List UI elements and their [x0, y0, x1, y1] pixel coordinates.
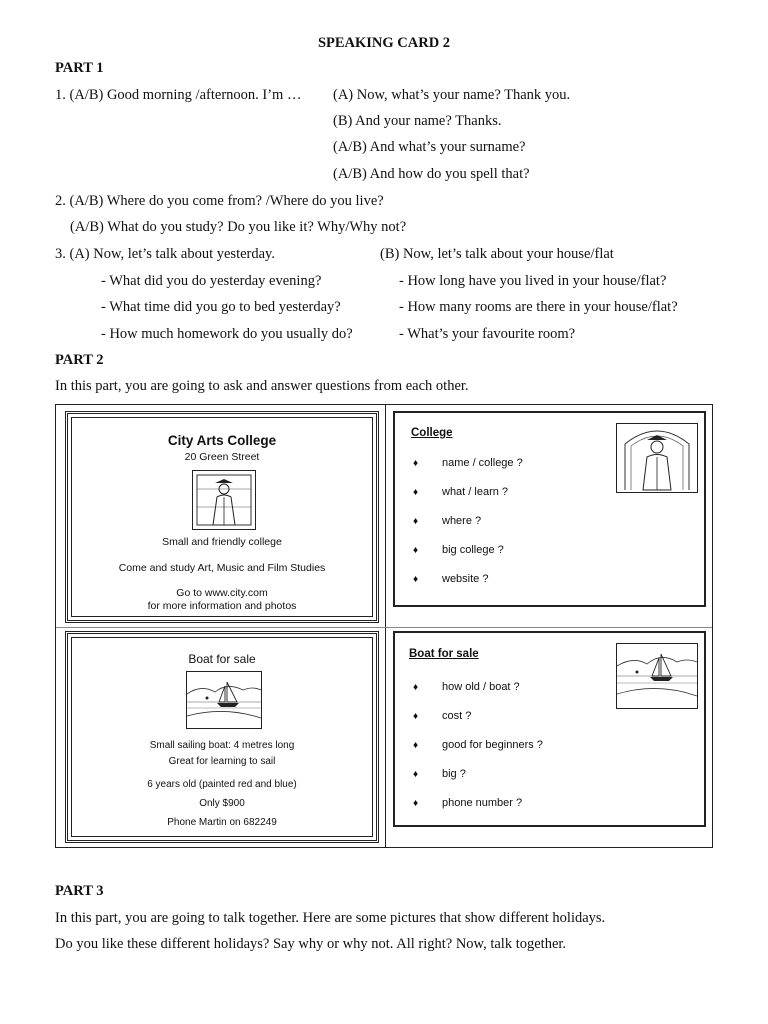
bullet-icon: ♦ [413, 545, 419, 556]
college-ad-line: for more information and photos [147, 600, 297, 612]
part3-line: In this part, you are going to talk together. Here are some pictures that show different holidays. [55, 910, 606, 926]
bullet-icon: ♦ [413, 458, 419, 469]
boat-question: cost ? [442, 710, 472, 722]
bullet-icon: ♦ [413, 711, 419, 722]
q1-right-line: (A) Now, what’s your name? Thank you. [333, 87, 571, 103]
part3-line: Do you like these different holidays? Say why or why not. All right? Now, talk together. [55, 936, 567, 952]
part2-card-grid [55, 404, 713, 848]
q3-left-heading: 3. (A) Now, let’s talk about yesterday. [55, 246, 275, 262]
grid-divider [56, 627, 712, 628]
q3-right-item: - How long have you lived in your house/flat? [399, 273, 667, 289]
q3-right-heading: (B) Now, let’s talk about your house/flat [380, 246, 614, 262]
graduate-picture [192, 470, 256, 530]
college-question: website ? [442, 573, 489, 585]
boat-question: how old / boat ? [442, 681, 520, 693]
college-questions [393, 411, 706, 607]
bullet-icon: ♦ [413, 740, 419, 751]
college-question: name / college ? [442, 457, 523, 469]
college-question: big college ? [442, 544, 504, 556]
boat-questions [393, 631, 706, 827]
sailing-boat-picture [616, 643, 698, 709]
q1-left: 1. (A/B) Good morning /afternoon. I’m … [55, 87, 302, 103]
q2-line: (A/B) What do you study? Do you like it? Why/Why not? [70, 219, 407, 235]
bullet-icon: ♦ [413, 516, 419, 527]
bullet-icon: ♦ [413, 487, 419, 498]
q3-left-item: - What time did you go to bed yesterday? [101, 299, 341, 315]
boat-ad [65, 631, 379, 843]
q1-right-line: (A/B) And how do you spell that? [333, 166, 530, 182]
college-questions-heading: College [411, 427, 453, 439]
boat-question: big ? [442, 768, 466, 780]
part2-heading: PART 2 [55, 352, 104, 368]
boat-ad-title: Boat for sale [188, 652, 256, 666]
bullet-icon: ♦ [413, 574, 419, 585]
boat-question: phone number ? [442, 797, 523, 809]
college-ad-line: Go to www.city.com [176, 587, 268, 599]
boat-ad-line: 6 years old (painted red and blue) [147, 779, 297, 790]
q3-left-item: - How much homework do you usually do? [101, 326, 353, 342]
boat-ad-line: Great for learning to sail [168, 756, 276, 767]
q1-right-line: (B) And your name? Thanks. [333, 113, 502, 129]
college-ad [65, 411, 379, 623]
q1-right-line: (A/B) And what’s your surname? [333, 139, 526, 155]
sailing-boat-picture [186, 671, 262, 729]
bullet-icon: ♦ [413, 769, 419, 780]
college-ad-line: Come and study Art, Music and Film Studies [118, 562, 326, 574]
boat-ad-line: Small sailing boat: 4 metres long [149, 740, 295, 751]
graduate-picture [616, 423, 698, 493]
college-question: where ? [442, 515, 482, 527]
q3-right-item: - How many rooms are there in your house/flat? [399, 299, 678, 315]
boat-questions-heading: Boat for sale [409, 648, 479, 660]
grid-divider [385, 405, 386, 847]
q3-right-item: - What’s your favourite room? [399, 326, 576, 342]
boat-question: good for beginners ? [442, 739, 543, 751]
part1-heading: PART 1 [55, 60, 104, 76]
college-ad-address: 20 Green Street [184, 451, 260, 463]
bullet-icon: ♦ [413, 798, 419, 809]
q3-left-item: - What did you do yesterday evening? [101, 273, 322, 289]
part3-heading: PART 3 [55, 883, 104, 899]
boat-ad-line: Only $900 [199, 798, 245, 809]
college-ad-title: City Arts College [167, 433, 277, 448]
bullet-icon: ♦ [413, 682, 419, 693]
boat-ad-line: Phone Martin on 682249 [167, 817, 277, 828]
q2-line: 2. (A/B) Where do you come from? /Where do you live? [55, 193, 384, 209]
part2-intro: In this part, you are going to ask and answer questions from each other. [55, 378, 469, 394]
college-ad-line: Small and friendly college [162, 536, 282, 548]
college-question: what / learn ? [442, 486, 509, 498]
card-title: SPEAKING CARD 2 [317, 35, 451, 51]
